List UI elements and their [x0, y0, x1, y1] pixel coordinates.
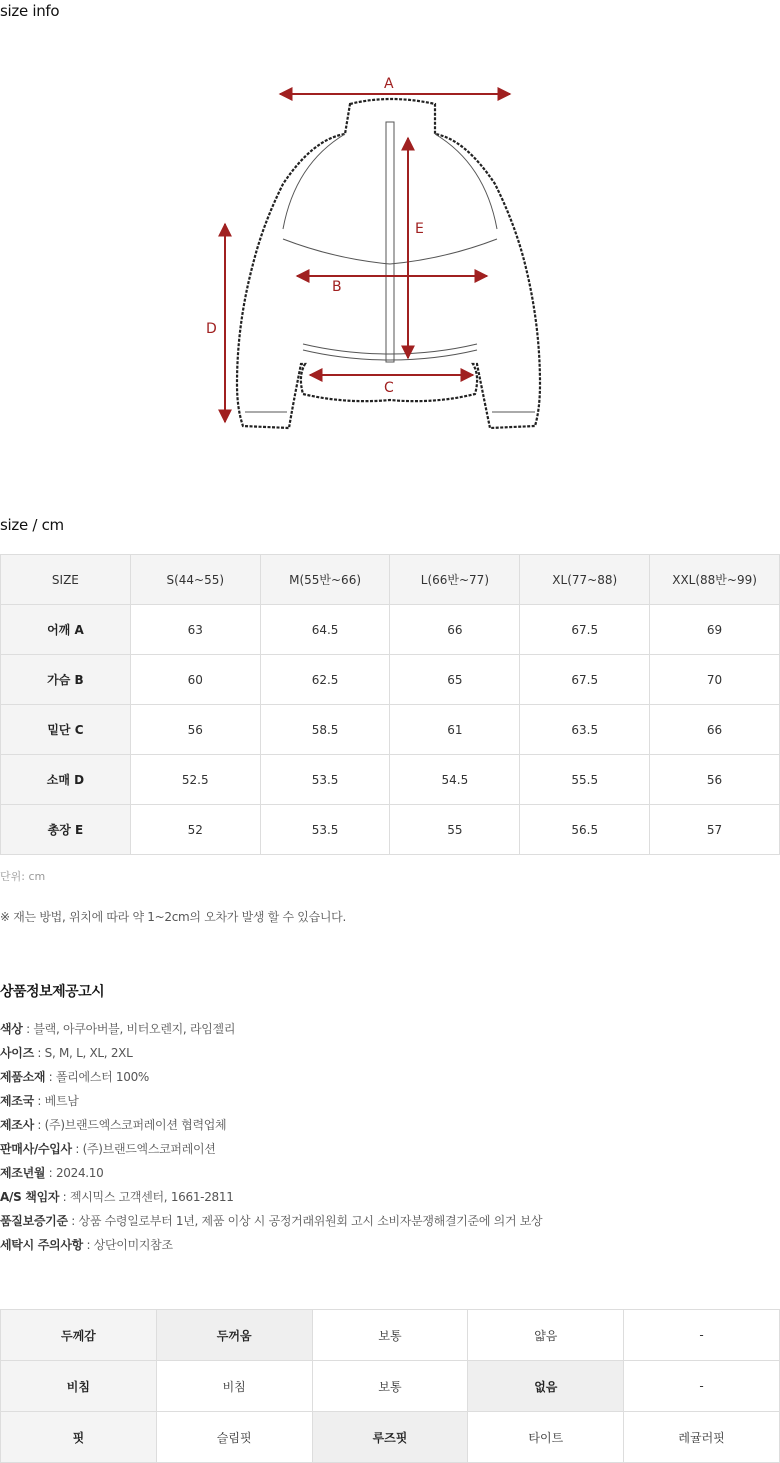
list-item [0, 1092, 780, 1116]
unit-note: 단위: cm [0, 870, 46, 883]
size-cm-heading: size / cm [0, 516, 64, 534]
list-item [0, 1020, 780, 1044]
measure-label: 가슴 B [1, 655, 131, 705]
info-value: : 2024.10 [45, 1166, 104, 1180]
list-item [0, 1044, 780, 1068]
info-key: 제조국 [0, 1094, 34, 1108]
product-notice-heading: 상품정보제공고시 [0, 984, 105, 1000]
dimension-d-label: D [206, 321, 217, 337]
info-key: 제품소재 [0, 1070, 46, 1084]
measure-value: 66 [390, 605, 520, 655]
feel-option: 레귤러핏 [624, 1412, 780, 1463]
feel-option: 슬림핏 [156, 1412, 312, 1463]
measure-value: 69 [650, 605, 780, 655]
info-value: : 베트남 [33, 1094, 79, 1108]
list-item [0, 1164, 780, 1188]
size-table [0, 554, 780, 855]
feel-option: 얇음 [468, 1310, 624, 1361]
info-key: 세탁시 주의사항 [0, 1238, 83, 1252]
measure-value: 52.5 [130, 755, 260, 805]
measure-value: 54.5 [390, 755, 520, 805]
feel-option-selected: 없음 [468, 1361, 624, 1412]
info-value: : (주)브랜드엑스코퍼레이션 [71, 1142, 216, 1156]
table-row [1, 1361, 780, 1412]
info-value: : (주)브랜드엑스코퍼레이션 협력업체 [33, 1118, 227, 1132]
info-key: A/S 책임자 [0, 1190, 60, 1204]
dimension-a-label: A [384, 76, 394, 92]
measure-value: 53.5 [260, 755, 390, 805]
dimension-e-label: E [415, 221, 424, 237]
table-row [1, 805, 780, 855]
measure-value: 56 [130, 705, 260, 755]
measure-label: 소매 D [1, 755, 131, 805]
list-item [0, 1068, 780, 1092]
measure-value: 60 [130, 655, 260, 705]
measure-value: 62.5 [260, 655, 390, 705]
feel-option-selected: 두꺼움 [156, 1310, 312, 1361]
measure-label: 총장 E [1, 805, 131, 855]
feel-category-label: 두께감 [1, 1310, 157, 1361]
size-header-cell: S(44~55) [130, 555, 260, 605]
product-info-list [0, 1020, 780, 1260]
measure-value: 66 [650, 705, 780, 755]
measure-value: 63.5 [520, 705, 650, 755]
measure-value: 61 [390, 705, 520, 755]
feel-option: - [624, 1310, 780, 1361]
info-value: : 상단이미지참조 [82, 1238, 173, 1252]
info-key: 색상 [0, 1022, 23, 1036]
list-item [0, 1140, 780, 1164]
size-header-cell: L(66반~77) [390, 555, 520, 605]
feel-option: 타이트 [468, 1412, 624, 1463]
measure-value: 58.5 [260, 705, 390, 755]
jacket-size-diagram [195, 64, 565, 444]
list-item [0, 1116, 780, 1140]
measure-label: 밑단 C [1, 705, 131, 755]
table-row [1, 655, 780, 705]
feel-option: 비침 [156, 1361, 312, 1412]
table-row [1, 705, 780, 755]
info-key: 판매사/수입사 [0, 1142, 72, 1156]
size-table-header-row [1, 555, 780, 605]
measure-value: 67.5 [520, 655, 650, 705]
list-item [0, 1212, 780, 1236]
table-row [1, 605, 780, 655]
dimension-c-label: C [384, 380, 394, 396]
measure-label: 어깨 A [1, 605, 131, 655]
measure-value: 63 [130, 605, 260, 655]
measure-value: 70 [650, 655, 780, 705]
list-item [0, 1236, 780, 1260]
info-value: : 폴리에스터 100% [45, 1070, 150, 1084]
info-value: : 블랙, 아쿠아버블, 비터오렌지, 라임젤리 [22, 1022, 236, 1036]
table-row [1, 1412, 780, 1463]
info-key: 사이즈 [0, 1046, 34, 1060]
measure-value: 55 [390, 805, 520, 855]
info-value: : 상품 수령일로부터 1년, 제품 이상 시 공정거래위원회 고시 소비자분쟁해결기준에 의거 보상 [67, 1214, 543, 1228]
feel-option-selected: 루즈핏 [312, 1412, 468, 1463]
info-key: 품질보증기준 [0, 1214, 68, 1228]
measure-value: 67.5 [520, 605, 650, 655]
feel-option: - [624, 1361, 780, 1412]
size-header-cell: SIZE [1, 555, 131, 605]
jacket-seams [245, 122, 535, 412]
list-item [0, 1188, 780, 1212]
feel-option: 보통 [312, 1310, 468, 1361]
fit-feel-table [0, 1309, 780, 1463]
jacket-illustration [195, 64, 565, 444]
feel-category-label: 비침 [1, 1361, 157, 1412]
info-value: : S, M, L, XL, 2XL [33, 1046, 133, 1060]
measure-value: 65 [390, 655, 520, 705]
measure-value: 56.5 [520, 805, 650, 855]
dimension-b-label: B [332, 279, 342, 295]
measurement-error-note: ※ 재는 방법, 위치에 따라 약 1~2cm의 오차가 발생 할 수 있습니다. [0, 910, 346, 924]
measure-value: 64.5 [260, 605, 390, 655]
measure-value: 55.5 [520, 755, 650, 805]
info-key: 제조사 [0, 1118, 34, 1132]
feel-option: 보통 [312, 1361, 468, 1412]
size-header-cell: XXL(88반~99) [650, 555, 780, 605]
table-row [1, 1310, 780, 1361]
size-header-cell: M(55반~66) [260, 555, 390, 605]
measure-value: 56 [650, 755, 780, 805]
size-info-heading: size info [0, 2, 60, 20]
feel-category-label: 핏 [1, 1412, 157, 1463]
table-row [1, 755, 780, 805]
measure-value: 53.5 [260, 805, 390, 855]
size-header-cell: XL(77~88) [520, 555, 650, 605]
measure-value: 52 [130, 805, 260, 855]
info-value: : 젝시믹스 고객센터, 1661-2811 [59, 1190, 234, 1204]
info-key: 제조년월 [0, 1166, 46, 1180]
measure-value: 57 [650, 805, 780, 855]
